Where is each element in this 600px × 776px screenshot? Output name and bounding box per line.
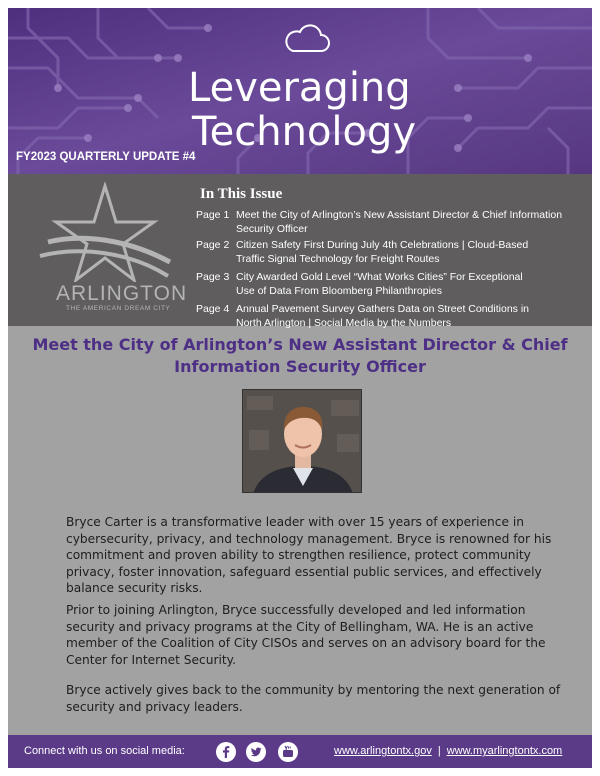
title-line-1: Leveraging	[188, 65, 411, 111]
footer-links	[334, 745, 562, 757]
toc-title-cont: North Arlington | Social Media by the Numbers	[236, 317, 452, 329]
toc-item	[196, 270, 588, 298]
title-line-2: Technology	[192, 109, 417, 155]
footer-bar	[8, 735, 592, 768]
logo-tagline: THE AMERICAN DREAM CITY	[66, 305, 171, 312]
toc-page: Page 4	[196, 303, 230, 315]
toc-title-cont: Security Officer	[236, 223, 308, 235]
toc-title: Annual Pavement Survey Gathers Data on Street Conditions in	[236, 303, 529, 315]
article-paragraph: Prior to joining Arlington, Bryce successfully developed and led information security and privacy programs at the City of Bellingham, WA. He is an active member of the Coalition of City CISOs and serves on an advisory board for the Center for Internet Security.	[66, 603, 546, 667]
youtube-icon[interactable]	[278, 742, 298, 762]
logo-wordmark: ARLINGTON	[56, 282, 188, 305]
toc-page: Page 3	[196, 271, 230, 283]
toc-title-cont: Use of Data From Bloomberg Philanthropies	[236, 285, 443, 297]
toc-item	[196, 302, 588, 330]
portrait-image	[243, 390, 362, 493]
toc-page: Page 1	[196, 209, 230, 221]
headline-line-1: Meet the City of Arlington’s New Assistant Director & Chief	[32, 335, 568, 354]
toc-title-cont: Traffic Signal Technology for Freight Routes	[236, 253, 440, 265]
arlingtontx-link[interactable]: www.arlingtontx.gov	[334, 745, 432, 757]
toc-title: Meet the City of Arlington’s New Assistant Director & Chief Information	[236, 209, 563, 221]
headline-line-2: Information Security Officer	[174, 357, 426, 376]
toc-page: Page 2	[196, 239, 230, 251]
toc-item	[196, 238, 588, 266]
toc-title: Citizen Safety First During July 4th Celebrations | Cloud-Based	[236, 239, 529, 251]
facebook-icon[interactable]	[216, 742, 236, 762]
article-paragraph: Bryce actively gives back to the community by mentoring the next generation of security and privacy leaders.	[66, 683, 561, 714]
arlington-logo	[30, 182, 188, 322]
article-paragraph: Bryce Carter is a transformative leader with over 15 years of experience in cybersecurity, privacy, and technology management. Bryce is renowned for his commitment and proven ability to strengthen resilience, protect community privacy, foster innovation, safeguard essential public services, and effectively balance security risks.	[66, 515, 552, 596]
in-this-issue-band	[8, 174, 592, 329]
link-separator: |	[437, 745, 441, 757]
header-banner	[8, 8, 592, 174]
edition-label: FY2023 QUARTERLY UPDATE #4	[16, 151, 196, 163]
article-headline	[18, 334, 582, 378]
in-this-issue-heading: In This Issue	[200, 186, 283, 202]
myarlingtontx-link[interactable]: www.myarlingtontx.com	[446, 745, 563, 757]
portrait-photo	[242, 389, 362, 493]
connect-label: Connect with us on social media:	[24, 745, 185, 757]
newsletter-page	[8, 8, 592, 768]
toc-title: City Awarded Gold Level “What Works Cities” For Exceptional	[236, 271, 523, 283]
twitter-icon[interactable]	[246, 742, 266, 762]
star-logo-icon	[30, 182, 180, 282]
toc-item	[196, 208, 588, 236]
cloud-icon	[283, 24, 331, 54]
